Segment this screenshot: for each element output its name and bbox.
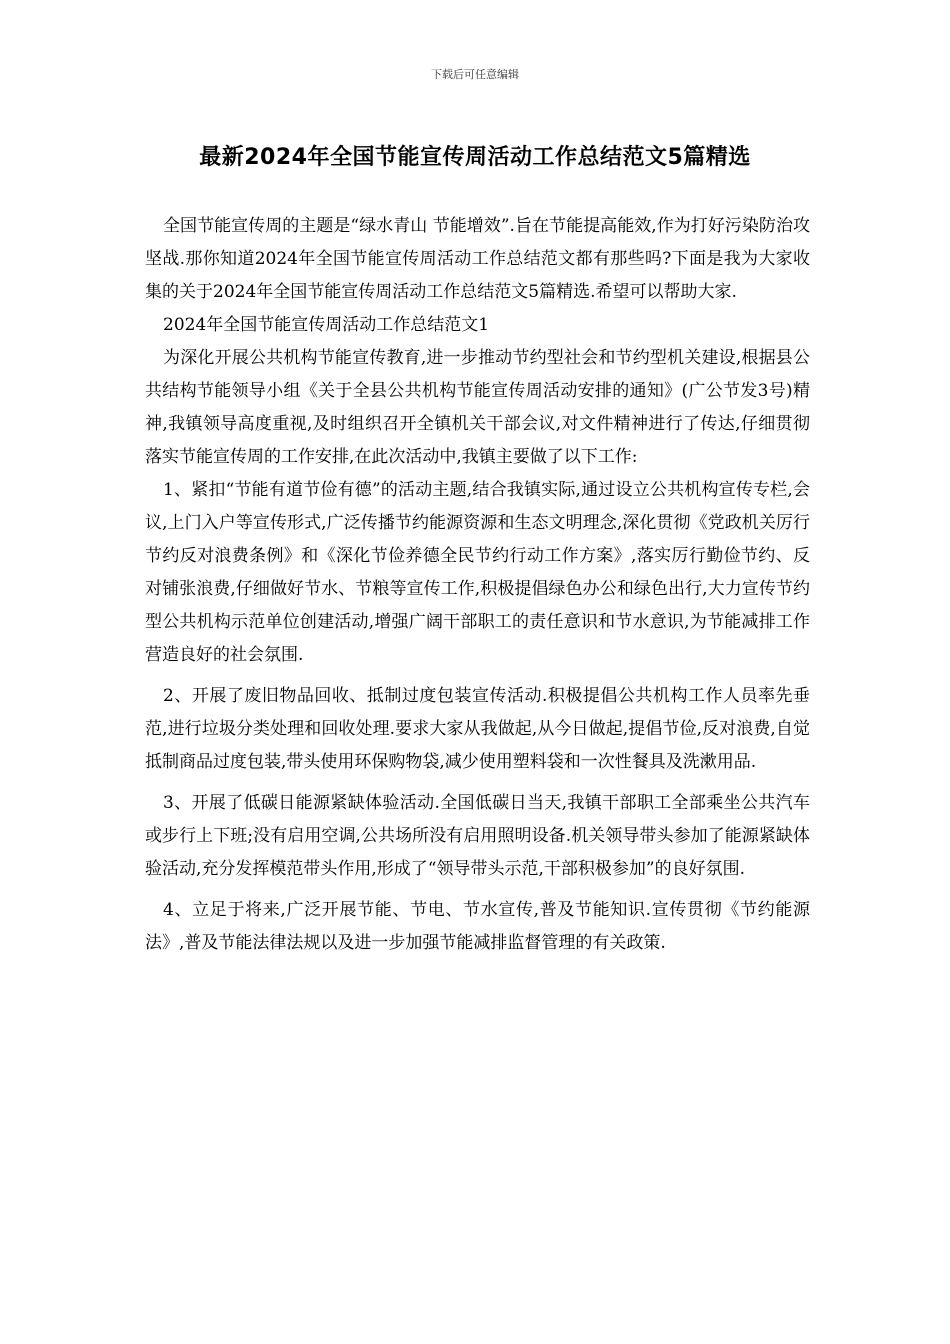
body-paragraph: 为深化开展公共机构节能宣传教育,进一步推动节约型社会和节约型机关建设,根据县公共结构节能领导小组《关于全县公共机构节能宣传周活动安排的通知》(广公节发3号)精神,我镇领导高度重视,及时组织召开全镇机关干部会议,对文件精神进行了传达,仔细贯彻落实节能宣传周的工作安排,在此次活动中,我镇主要做了以下工作:: [145, 348, 810, 467]
list-item-2: 2、开展了废旧物品回收、抵制过度包装宣传活动.积极提倡公共机构工作人员率先垂范,进行垃圾分类处理和回收处理.要求大家从我做起,从今日做起,提倡节俭,反对浪费,自觉抵制商品过度包装,带头使用环保购物袋,减少使用塑料袋和一次性餐具及洗漱用品.: [145, 686, 810, 772]
intro-paragraph: 全国节能宣传周的主题是“绿水青山 节能增效”.旨在节能提高能效,作为打好污染防治攻坚战.那你知道2024年全国节能宣传周活动工作总结范文都有那些吗?下面是我为大家收集的关于2024年全国节能宣传周活动工作总结范文5篇精选.希望可以帮助大家.: [145, 216, 810, 302]
document-body: [145, 210, 810, 960]
section-heading: 2024年全国节能宣传周活动工作总结范文1: [163, 315, 490, 335]
document-title: 最新2024年全国节能宣传周活动工作总结范文5篇精选: [199, 145, 751, 170]
header-note: 下载后可任意编辑: [431, 68, 519, 81]
list-item-4: 4、立足于将来,广泛开展节能、节电、节水宣传,普及节能知识.宣传贯彻《节约能源法》,普及节能法律法规以及进一步加强节能减排监督管理的有关政策.: [145, 900, 810, 953]
list-item-1: 1、紧扣“节能有道节俭有德”的活动主题,结合我镇实际,通过设立公共机构宣传专栏,会议,上门入户等宣传形式,广泛传播节约能源资源和生态文明理念,深化贯彻《党政机关厉行节约反对浪费条例》和《深化节俭养德全民节约行动工作方案》,落实厉行勤俭节约、反对铺张浪费,仔细做好节水、节粮等宣传工作,积极提倡绿色办公和绿色出行,大力宣传节约型公共机构示范单位创建活动,增强广阔干部职工的责任意识和节水意识,为节能减排工作营造良好的社会氛围.: [145, 480, 810, 665]
list-item-3: 3、开展了低碳日能源紧缺体验活动.全国低碳日当天,我镇干部职工全部乘坐公共汽车或步行上下班;没有启用空调,公共场所没有启用照明设备.机关领导带头参加了能源紧缺体验活动,充分发挥模范带头作用,形成了“领导带头示范,干部积极参加”的良好氛围.: [145, 793, 810, 879]
